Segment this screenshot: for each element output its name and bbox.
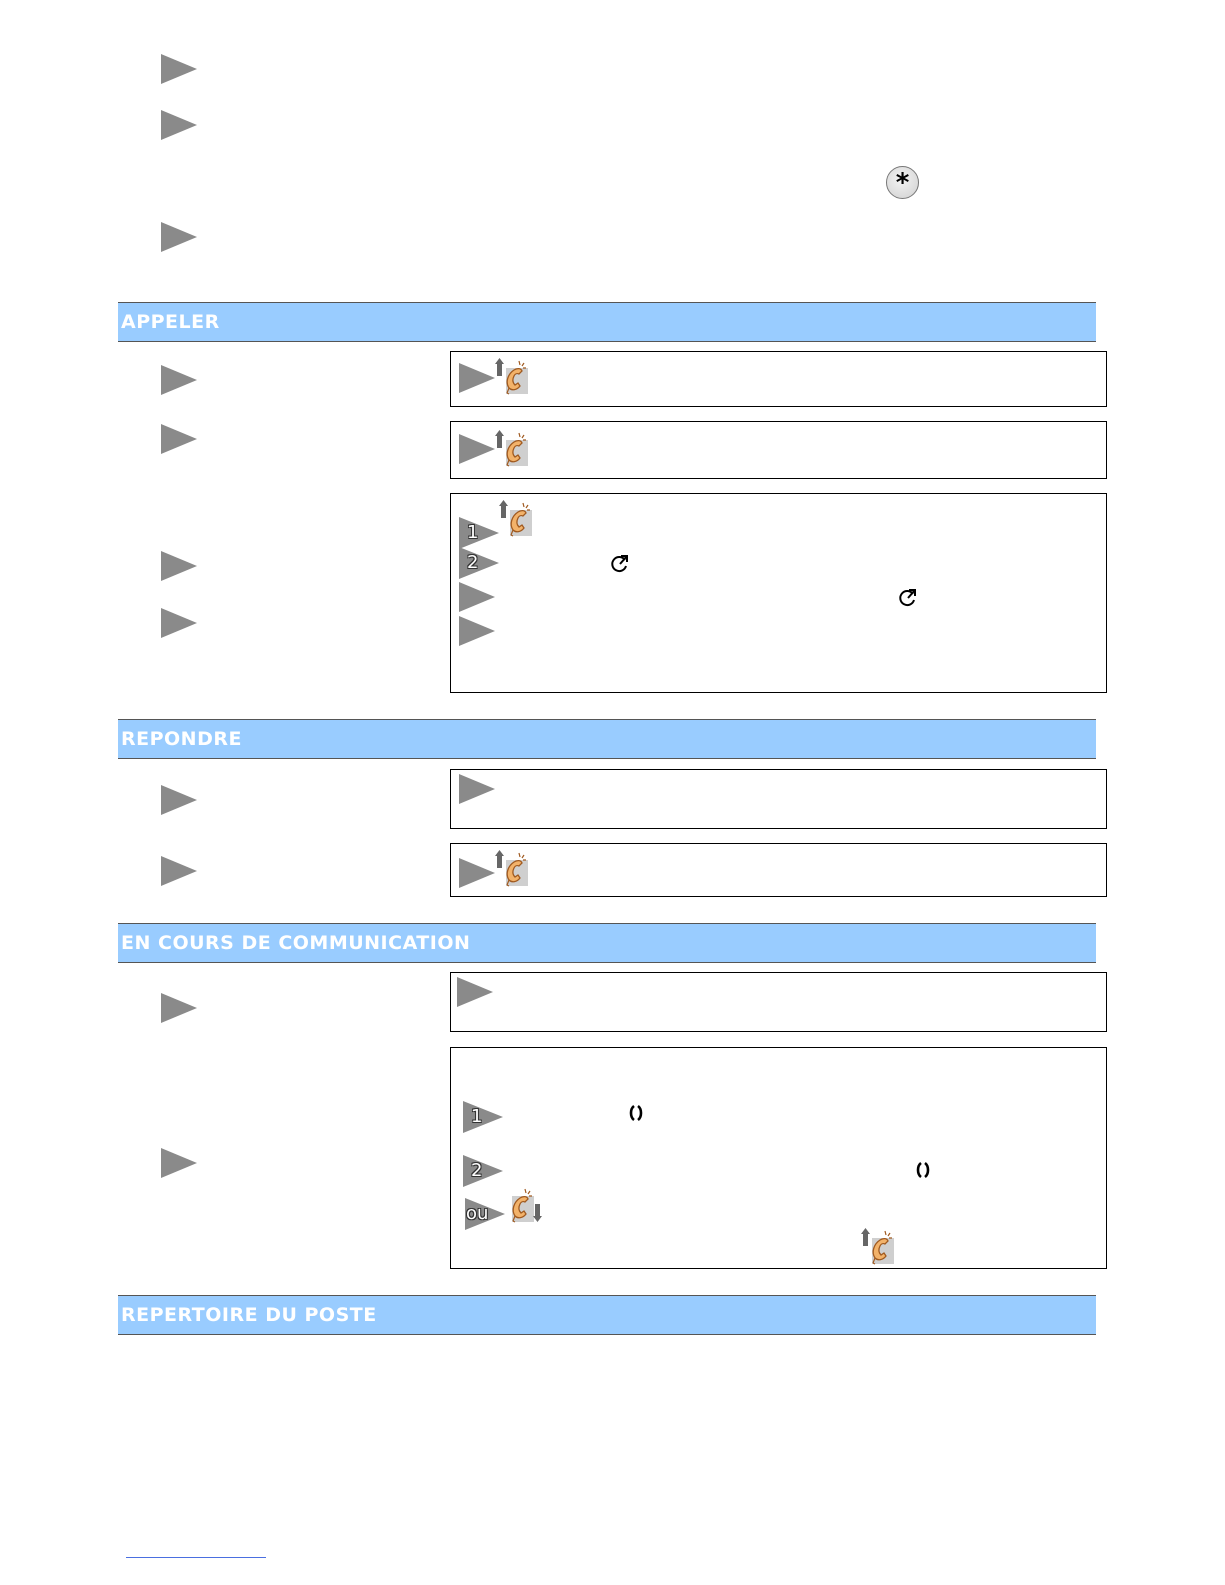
step-number: 1 bbox=[467, 522, 479, 543]
footer-link-underline[interactable] bbox=[126, 1556, 266, 1558]
section-header-repondre bbox=[118, 719, 1096, 759]
play-arrow-icon bbox=[161, 110, 197, 140]
play-arrow-icon bbox=[161, 993, 197, 1023]
instruction-box bbox=[450, 421, 1107, 479]
play-arrow-icon bbox=[161, 551, 197, 581]
step-number: 1 bbox=[471, 1106, 483, 1127]
play-arrow-icon bbox=[459, 582, 495, 612]
hold-icon bbox=[627, 1104, 645, 1122]
step-2-arrow bbox=[459, 547, 499, 579]
ou-arrow bbox=[465, 1198, 505, 1230]
step-2-arrow bbox=[463, 1155, 503, 1187]
step-number: 2 bbox=[467, 552, 479, 573]
instruction-box bbox=[450, 972, 1107, 1032]
play-arrow-icon bbox=[161, 222, 197, 252]
play-arrow-icon bbox=[459, 363, 495, 393]
play-arrow-icon bbox=[161, 608, 197, 638]
instruction-box bbox=[450, 493, 1107, 693]
play-arrow-icon bbox=[161, 1148, 197, 1178]
handset-lift-icon bbox=[861, 1228, 895, 1266]
step-1-arrow bbox=[463, 1101, 503, 1133]
hold-icon bbox=[914, 1161, 932, 1179]
instruction-box bbox=[450, 769, 1107, 829]
handset-lift-icon bbox=[499, 500, 533, 538]
play-arrow-icon bbox=[161, 365, 197, 395]
redial-icon bbox=[610, 554, 630, 574]
section-title: EN COURS DE COMMUNICATION bbox=[121, 932, 471, 954]
handset-lift-icon bbox=[495, 430, 529, 468]
play-arrow-icon bbox=[161, 785, 197, 815]
step-number: 2 bbox=[471, 1160, 483, 1181]
instruction-box bbox=[450, 351, 1107, 407]
section-title: REPONDRE bbox=[121, 728, 242, 750]
play-arrow-icon bbox=[457, 977, 493, 1007]
handset-lift-icon bbox=[495, 850, 529, 888]
star-key-label: * bbox=[895, 168, 910, 198]
play-arrow-icon bbox=[459, 434, 495, 464]
star-key-icon bbox=[886, 166, 919, 199]
instruction-box bbox=[450, 843, 1107, 897]
play-arrow-icon bbox=[459, 616, 495, 646]
play-arrow-icon bbox=[459, 858, 495, 888]
instruction-box bbox=[450, 1047, 1107, 1269]
play-arrow-icon bbox=[161, 424, 197, 454]
play-arrow-icon bbox=[161, 856, 197, 886]
section-title: APPELER bbox=[121, 311, 220, 333]
handset-lift-icon bbox=[495, 358, 529, 396]
ou-label: ou bbox=[466, 1203, 489, 1224]
section-title: REPERTOIRE DU POSTE bbox=[121, 1304, 377, 1326]
play-arrow-icon bbox=[161, 54, 197, 84]
play-arrow-icon bbox=[459, 774, 495, 804]
section-header-en-cours bbox=[118, 923, 1096, 963]
handset-hangup-icon bbox=[509, 1188, 543, 1226]
step-1-arrow bbox=[459, 517, 499, 549]
section-header-appeler bbox=[118, 302, 1096, 342]
redial-icon bbox=[898, 588, 918, 608]
section-header-repertoire bbox=[118, 1295, 1096, 1335]
